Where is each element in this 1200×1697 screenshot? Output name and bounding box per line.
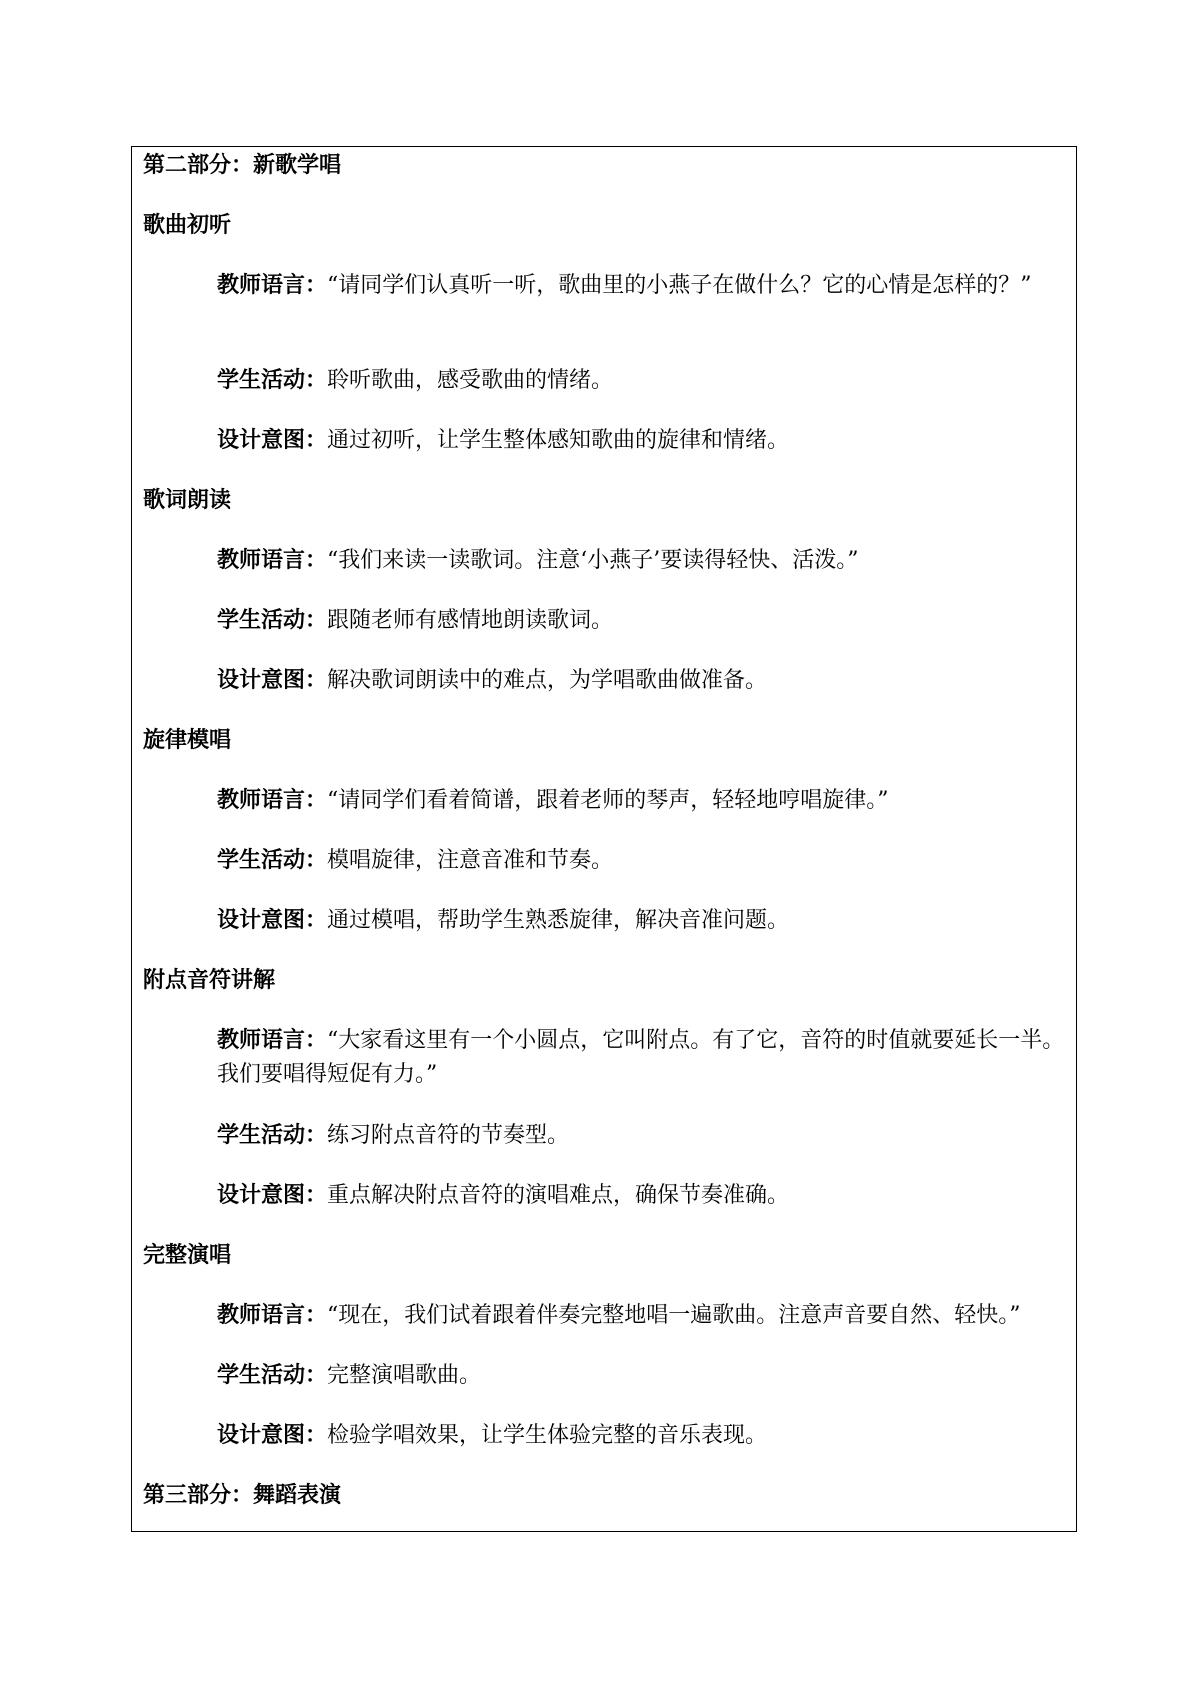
design-intent-label: 设计意图： xyxy=(217,427,328,453)
first-listen-design-intent xyxy=(217,423,1067,458)
design-intent-label: 设计意图： xyxy=(217,907,328,933)
teacher-speech-label: 教师语言： xyxy=(217,272,328,298)
student-activity-label: 学生活动： xyxy=(217,607,328,633)
design-intent-text: 解决歌词朗读中的难点，为学唱歌曲做准备。 xyxy=(327,668,768,693)
student-activity-label: 学生活动： xyxy=(217,1122,328,1148)
student-activity-text: 跟随老师有感情地朗读歌词。 xyxy=(327,608,614,633)
first-listen-student-activity xyxy=(217,363,1067,398)
student-activity-text: 模唱旋律，注意音准和节奏。 xyxy=(327,848,614,873)
design-intent-text: 重点解决附点音符的演唱难点，确保节奏准确。 xyxy=(327,1183,790,1208)
teacher-speech-text: “现在，我们试着跟着伴奏完整地唱一遍歌曲。注意声音要自然、轻快。” xyxy=(327,1303,1021,1328)
teacher-speech-label: 教师语言： xyxy=(217,1027,328,1053)
teacher-speech-text: “请同学们看着简谱，跟着老师的琴声，轻轻地哼唱旋律。” xyxy=(327,788,889,813)
full-singing-design-intent xyxy=(217,1418,1067,1453)
student-activity-text: 完整演唱歌曲。 xyxy=(327,1363,482,1388)
melody-imitation-student-activity xyxy=(217,843,1067,878)
section-heading-lyrics-reading: 歌词朗读 xyxy=(143,487,232,513)
design-intent-label: 设计意图： xyxy=(217,1182,328,1208)
design-intent-label: 设计意图： xyxy=(217,667,328,693)
teacher-speech-text: “我们来读一读歌词。注意‘小燕子’要读得轻快、活泼。” xyxy=(327,548,859,573)
teacher-speech-label: 教师语言： xyxy=(217,1302,328,1328)
full-singing-student-activity xyxy=(217,1358,1067,1393)
teacher-speech-label: 教师语言： xyxy=(217,547,328,573)
melody-imitation-teacher-speech xyxy=(217,783,1067,818)
design-intent-label: 设计意图： xyxy=(217,1422,328,1448)
design-intent-text: 通过模唱，帮助学生熟悉旋律，解决音准问题。 xyxy=(327,908,790,933)
section-heading-melody-imitation: 旋律模唱 xyxy=(143,727,232,753)
student-activity-label: 学生活动： xyxy=(217,847,328,873)
section-heading-first-listen: 歌曲初听 xyxy=(143,212,232,238)
lyrics-reading-student-activity xyxy=(217,603,1067,638)
section-heading-part-two: 第二部分：新歌学唱 xyxy=(143,152,342,178)
lyrics-reading-teacher-speech xyxy=(217,543,1067,578)
teacher-speech-text: “请同学们认真听一听，歌曲里的小燕子在做什么？它的心情是怎样的？” xyxy=(327,273,1032,298)
student-activity-label: 学生活动： xyxy=(217,1362,328,1388)
lyrics-reading-design-intent xyxy=(217,663,1067,698)
student-activity-label: 学生活动： xyxy=(217,367,328,393)
melody-imitation-design-intent xyxy=(217,903,1067,938)
teacher-speech-text: “大家看这里有一个小圆点，它叫附点。有了它，音符的时值就要延长一半。我们要唱得短促有力。” xyxy=(217,1028,1065,1087)
section-heading-dotted-notes: 附点音符讲解 xyxy=(143,967,276,993)
dotted-notes-student-activity xyxy=(217,1118,1067,1153)
section-heading-part-three: 第三部分：舞蹈表演 xyxy=(143,1482,342,1508)
student-activity-text: 聆听歌曲，感受歌曲的情绪。 xyxy=(327,368,614,393)
dotted-notes-teacher-speech xyxy=(217,1023,1067,1092)
teacher-speech-label: 教师语言： xyxy=(217,787,328,813)
full-singing-teacher-speech xyxy=(217,1298,1067,1333)
section-heading-full-singing: 完整演唱 xyxy=(143,1242,232,1268)
design-intent-text: 通过初听，让学生整体感知歌曲的旋律和情绪。 xyxy=(327,428,790,453)
design-intent-text: 检验学唱效果，让学生体验完整的音乐表现。 xyxy=(327,1423,768,1448)
student-activity-text: 练习附点音符的节奏型。 xyxy=(327,1123,570,1148)
dotted-notes-design-intent xyxy=(217,1178,1067,1213)
first-listen-teacher-speech xyxy=(217,268,1067,303)
